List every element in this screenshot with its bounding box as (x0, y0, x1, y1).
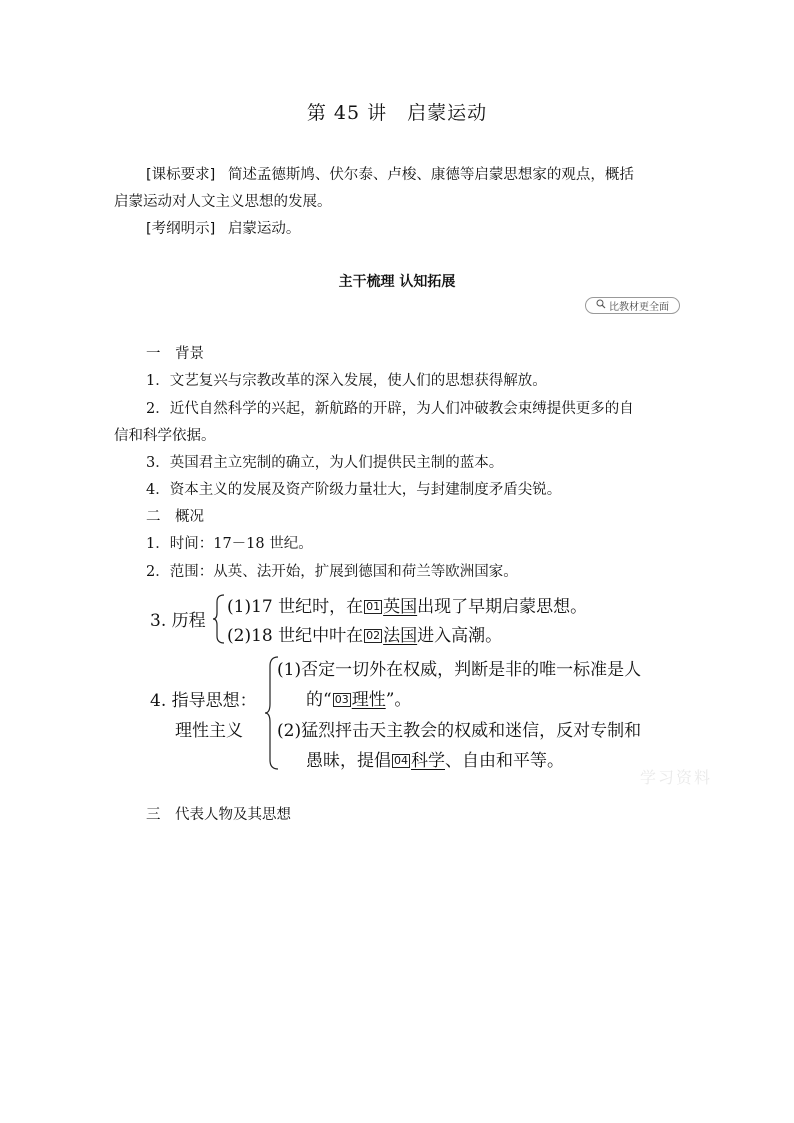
part2-time: 1．时间：17－18 世纪。 (146, 536, 313, 552)
guiding-p1-line2 (306, 685, 411, 710)
part1-item: 2．近代自然科学的兴起，新航路的开辟，为人们冲破教会束缚提供更多的自 (146, 401, 634, 417)
requirements-line1 (146, 162, 634, 189)
page-title: 第 45 讲 启蒙运动 (306, 102, 488, 124)
process-line1-post: 出现了早期启蒙思想。 (417, 597, 588, 617)
process-line2 (227, 621, 502, 646)
part1-heading: 一 背景 (146, 346, 204, 362)
answer-key: 英国 (383, 597, 418, 617)
guiding-p2-line2 (306, 746, 564, 771)
search-icon (596, 299, 606, 312)
guiding-p1-post: ”。 (385, 690, 412, 710)
part1-item: 3．英国君主立宪制的确立，为人们提供民主制的蓝本。 (146, 455, 504, 471)
process-line2-post: 进入高潮。 (417, 626, 503, 646)
process-line1-pre: (1)17 世纪时，在 (227, 597, 364, 617)
answer-key: 理性 (351, 690, 386, 710)
part2-scope: 2．范围：从英、法开始，扩展到德国和荷兰等欧洲国家。 (146, 564, 518, 580)
guiding-p2-post: 、自由和平等。 (445, 751, 564, 771)
process-line1 (227, 592, 587, 617)
guiding-p1-pre: 的“ (306, 690, 332, 710)
guiding-p2-pre: 愚昧，提倡 (306, 751, 391, 771)
part1-item: 4．资本主义的发展及资产阶级力量壮大，与封建制度矛盾尖锐。 (146, 482, 562, 498)
answer-number: 04 (394, 754, 408, 767)
brace (212, 594, 226, 644)
requirements-text-1: 简述孟德斯鸠、伏尔泰、卢梭、康德等启蒙思想家的观点，概括 (227, 167, 634, 183)
syllabus-line (146, 216, 300, 243)
process-label: 3. 历程 (150, 611, 206, 631)
part2-heading: 二 概况 (146, 509, 204, 525)
guiding-label-1: 4. 指导思想： (150, 691, 257, 711)
badge (585, 297, 680, 314)
syllabus-text: 启蒙运动。 (227, 221, 301, 237)
answer-key: 法国 (383, 626, 418, 646)
part3-heading: 三 代表人物及其思想 (146, 807, 291, 823)
process-line2-pre: (2)18 世纪中叶在 (227, 626, 364, 646)
section-heading: 主干梳理 认知拓展 (338, 274, 456, 290)
guiding-label-2: 理性主义 (175, 721, 243, 741)
badge-label: 比教材更全面 (609, 302, 669, 313)
requirements-label: [课标要求] (146, 167, 216, 183)
syllabus-label: [考纲明示] (146, 221, 216, 237)
requirements-text-2: 启蒙运动对人文主义思想的发展。 (114, 194, 332, 210)
part1-item: 1．文艺复兴与宗教改革的深入发展，使人们的思想获得解放。 (146, 373, 547, 389)
answer-number: 03 (334, 693, 349, 706)
guiding-p1-line1: (1)否定一切外在权威，判断是非的唯一标准是人 (277, 660, 642, 680)
part1-item: 信和科学依据。 (114, 428, 216, 444)
watermark: 学习资料 (640, 768, 713, 787)
guiding-p2-line1: (2)猛烈抨击天主教会的权威和迷信，反对专制和 (277, 721, 642, 741)
answer-key: 科学 (411, 751, 445, 771)
answer-number: 01 (366, 600, 381, 613)
answer-number: 02 (366, 629, 381, 642)
